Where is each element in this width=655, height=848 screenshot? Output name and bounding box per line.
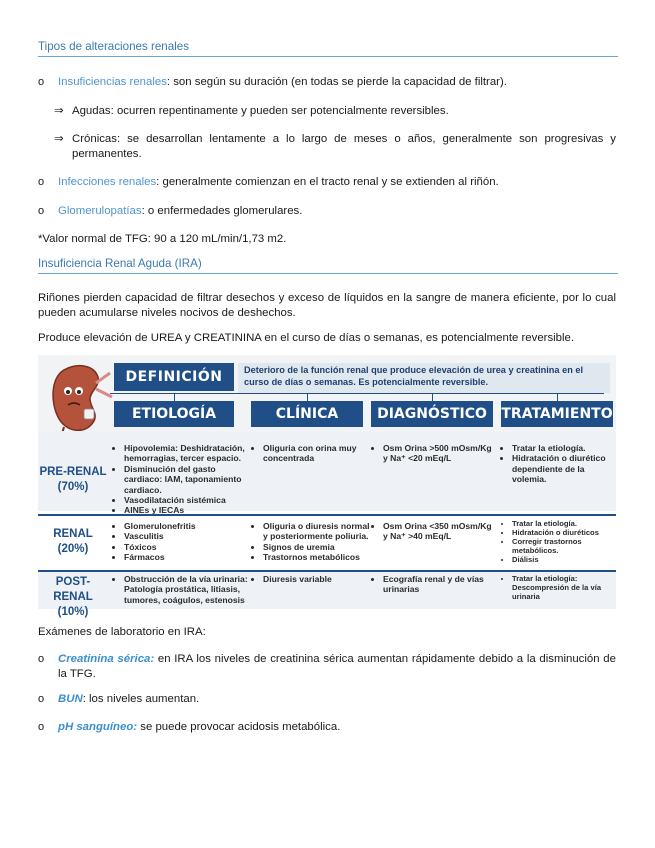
bullet-icon: o [38, 205, 45, 217]
list-item: • Oliguria con orina muy concentrada [263, 443, 369, 464]
list-item: • Diálisis [512, 555, 616, 564]
glomerulo-term: Glomerulopatías [58, 205, 142, 217]
row-pct: (20%) [57, 543, 89, 555]
cell-renal-etiologia [112, 521, 252, 563]
list-item: • Hidratación o diurético dependiente de la volemia. [512, 453, 616, 484]
ph-text: se puede provocar acidosis metabólica. [137, 721, 341, 733]
ira-paragraph-2: Produce elevación de UREA y CREATININA en el curso de días o semanas, es potencialmente reversible. [38, 332, 575, 344]
arrow-icon: ⇒ [54, 105, 64, 117]
infecciones-term: Infecciones renales [58, 176, 157, 188]
list-item: • Diuresis variable [263, 574, 373, 584]
agudas-item: Agudas: ocurren repentinamente y pueden ser potencialmente reversibles. [72, 105, 449, 117]
header-connector [110, 393, 604, 394]
definition-label: DEFINICIÓN [114, 363, 234, 391]
cell-renal-clinica [251, 521, 373, 563]
bullet-icon: o [38, 693, 45, 705]
cell-postrenal-tratamiento [500, 574, 616, 601]
row-label-renal [38, 527, 108, 557]
row-label-postrenal [38, 575, 108, 620]
creatinina-item [58, 652, 616, 681]
list-item: • Tóxicos [124, 542, 252, 552]
list-item: • Oliguria o diuresis normal y posteriormente poliuria. [263, 521, 373, 542]
creatinina-term: Creatinina sérica: [58, 653, 155, 665]
bullet-icon: o [38, 721, 45, 733]
list-item: • AINEs y IECAs [124, 505, 254, 515]
section-heading-ira: Insuficiencia Renal Aguda (IRA) [38, 257, 618, 274]
bullet-icon: o [38, 653, 45, 665]
column-header-etiologia: ETIOLOGÍA [114, 401, 234, 427]
cronicas-item: Crónicas: se desarrollan lentamente a lo largo de meses o años, generalmente son progresivas y permanentes. [72, 133, 616, 160]
insuficiencias-term: Insuficiencias renales [58, 76, 167, 88]
row-pct: (10%) [57, 606, 89, 618]
list-item: • Trastornos metabólicos [263, 552, 373, 562]
infecciones-item [58, 175, 616, 190]
tfg-note: *Valor normal de TFG: 90 a 120 mL/min/1,73 m2. [38, 233, 287, 245]
bullet-icon: o [38, 176, 45, 188]
cell-postrenal-clinica [251, 574, 373, 584]
glomerulo-text: : o enfermedades glomerulares. [141, 205, 303, 217]
lab-exams-intro: Exámenes de laboratorio en IRA: [38, 626, 206, 638]
list-item: • Tratar la etiología: Descompresión de la vía urinaria [512, 574, 616, 601]
list-item: • Osm Orina >500 mOsm/Kg y Na⁺ <20 mEq/L [383, 443, 497, 464]
section-heading-tipos: Tipos de alteraciones renales [38, 40, 618, 57]
list-item: • Vasodilatación sistémica [124, 495, 254, 505]
ira-paragraph-1: Riñones pierden capacidad de filtrar desechos y exceso de líquidos en la sangre de manera eficiente, por lo cual pueden acumularse niveles nocivos de deshechos. [38, 292, 616, 319]
insuficiencias-text: : son según su duración (en todas se pierde la capacidad de filtrar). [166, 76, 507, 88]
column-header-diagnostico: DIAGNÓSTICO [371, 401, 493, 427]
list-item: • Signos de uremia [263, 542, 373, 552]
definition-text: Deterioro de la función renal que produce elevación de urea y creatinina en el curso de días o semanas. Es potencialmente reversible. [238, 363, 610, 393]
bullet-icon: o [38, 76, 45, 88]
cell-renal-tratamiento [500, 519, 616, 564]
cell-postrenal-diagnostico [371, 574, 497, 595]
cell-postrenal-etiologia [112, 574, 252, 605]
cell-prerenal-diagnostico [371, 443, 497, 464]
creatinina-text: en IRA los niveles de creatinina sérica aumentan rápidamente debido a la disminución de la TFG. [58, 653, 616, 680]
list-item: • Tratar la etiología. [512, 519, 616, 528]
arrow-icon: ⇒ [54, 133, 64, 145]
list-item: • Vasculitis [124, 531, 252, 541]
cell-prerenal-tratamiento [500, 443, 616, 485]
column-header-clinica: CLÍNICA [251, 401, 363, 427]
list-item: • Fármacos [124, 552, 252, 562]
row-label: POST-RENAL [53, 576, 93, 603]
list-item: • Glomerulonefritis [124, 521, 252, 531]
list-item: • Ecografía renal y de vías urinarias [383, 574, 497, 595]
ph-item [58, 720, 616, 735]
cell-prerenal-clinica [251, 443, 369, 464]
list-item: • Tratar la etiología. [512, 443, 616, 453]
list-item: • Osm Orina <350 mOsm/Kg y Na⁺ >40 mEq/L [383, 521, 497, 542]
cell-renal-diagnostico [371, 521, 497, 542]
row-pct: (70%) [57, 481, 89, 493]
cell-prerenal-etiologia [112, 443, 254, 516]
insuficiencias-item [58, 75, 616, 90]
ira-infographic [38, 355, 616, 618]
bun-item [58, 692, 616, 707]
list-item: • Disminución del gasto cardiaco: IAM, taponamiento cardiaco. [124, 464, 254, 495]
bun-text: : los niveles aumentan. [82, 693, 200, 705]
infecciones-text: : generalmente comienzan en el tracto renal y se extienden al riñón. [156, 176, 499, 188]
glomerulo-item [58, 204, 616, 219]
ph-term: pH sanguíneo: [58, 721, 138, 733]
list-item: • Corregir trastornos metabólicos. [512, 537, 616, 555]
list-item: • Hidratación o diuréticos [512, 528, 616, 537]
row-label: RENAL [53, 528, 93, 540]
column-header-tratamiento: TRATAMIENTO [501, 401, 613, 427]
bun-term: BUN [58, 693, 83, 705]
row-label-prerenal [38, 465, 108, 495]
list-item: • Hipovolemia: Deshidratación, hemorragias, tercer espacio. [124, 443, 254, 464]
row-label: PRE-RENAL [39, 466, 107, 478]
list-item: • Obstrucción de la vía urinaria: Patología prostática, litiasis, tumores, coágulos, estenosis [124, 574, 252, 605]
